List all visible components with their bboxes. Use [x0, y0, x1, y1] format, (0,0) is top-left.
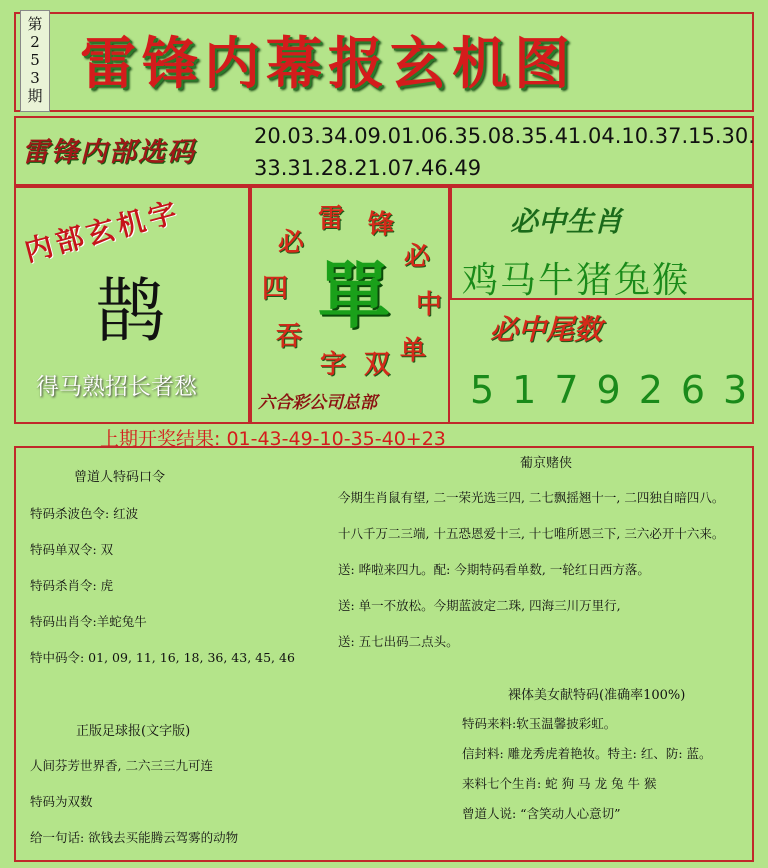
right-line: 送: 哗啦来四九。配: 今期特码看单数, 一轮红日西方落。: [338, 562, 650, 577]
left-heading-2: 正版足球报(文字版): [76, 724, 191, 739]
right-line: 特码来料:软玉温馨披彩虹。: [462, 716, 617, 731]
zodiac-title: 必中生肖: [510, 205, 623, 238]
zodiac-animals: 鸡马牛猪兔猴: [462, 260, 691, 301]
right-line: 十八千万二三端, 十五恐恩爱十三, 十七唯所恩三下, 三六必开十六来。: [338, 526, 725, 541]
inner-label: 内部玄机字: [20, 194, 184, 269]
left-line: 特码杀波色令: 红波: [30, 506, 139, 521]
right-line: 信封料: 雕龙秀虎着艳妆。特主: 红、防: 蓝。: [462, 746, 712, 761]
right-heading-1: 葡京赌侠: [520, 456, 573, 471]
left-line: 特码出肖令:羊蛇兔牛: [30, 614, 147, 629]
ring-char: 四: [262, 274, 289, 304]
ring-char: 双: [364, 350, 391, 380]
right-line: 送: 五七出码二点头。: [338, 634, 459, 649]
left-heading-1: 曾道人特码口令: [74, 470, 166, 485]
ring-char: 必: [278, 228, 305, 258]
left-line: 给一句话: 欲钱去买能腾云驾雾的动物: [30, 830, 239, 845]
left-line: 特中码令: 01, 09, 11, 16, 18, 36, 43, 45, 46: [30, 650, 295, 665]
select-numbers: [254, 120, 754, 184]
right-line: 来料七个生肖: 蛇 狗 马 龙 兔 牛 猴: [462, 776, 657, 791]
issue-number: 第 2 5 3 期: [20, 10, 50, 112]
right-line: 送: 单一不放松。今期蓝波定二珠, 四海三川万里行,: [338, 598, 621, 613]
select-label: 雷锋内部选码: [22, 137, 196, 168]
right-line: 曾道人说: “含笑动人心意切”: [462, 806, 621, 821]
tail-title: 必中尾数: [490, 313, 603, 346]
ring-char: 锋: [368, 210, 395, 240]
page-title: 雷锋内幕报玄机图: [80, 31, 576, 97]
ring-char: 必: [404, 242, 431, 272]
ring-char: 雷: [318, 204, 345, 234]
ring-char: 中: [416, 290, 443, 320]
company-label: 六合彩公司总部: [258, 393, 377, 413]
numbers-line-1: 20.03.34.09.01.06.35.08.35.41.04.10.37.15.30.: [254, 124, 755, 148]
single-character: 單: [318, 253, 391, 338]
ring-char: 单: [400, 336, 427, 366]
left-line: 特码单双令: 双: [30, 542, 114, 557]
numbers-line-2: 33.31.28.21.07.46.49: [254, 156, 482, 180]
right-line: 今期生肖鼠有望, 二一荣光选三四, 二七飘摇翘十一, 二四独自暗四八。: [338, 490, 725, 505]
left-line: 人间芬芳世界香, 二六三三九可连: [30, 758, 213, 773]
mystery-phrase: 得马熟招长者愁: [36, 374, 197, 400]
mystery-character: 鹊: [95, 270, 165, 352]
ring-char: 字: [320, 350, 347, 380]
last-draw-result: 上期开奖结果: 01-43-49-10-35-40+23: [100, 428, 446, 450]
tail-digits: 5179263: [470, 368, 766, 412]
left-line: 特码杀肖令: 虎: [30, 578, 114, 593]
left-line: 特码为双数: [30, 794, 93, 809]
ring-char: 吞: [276, 322, 303, 352]
right-heading-2: 裸体美女献特码(准确率100%): [508, 688, 686, 703]
